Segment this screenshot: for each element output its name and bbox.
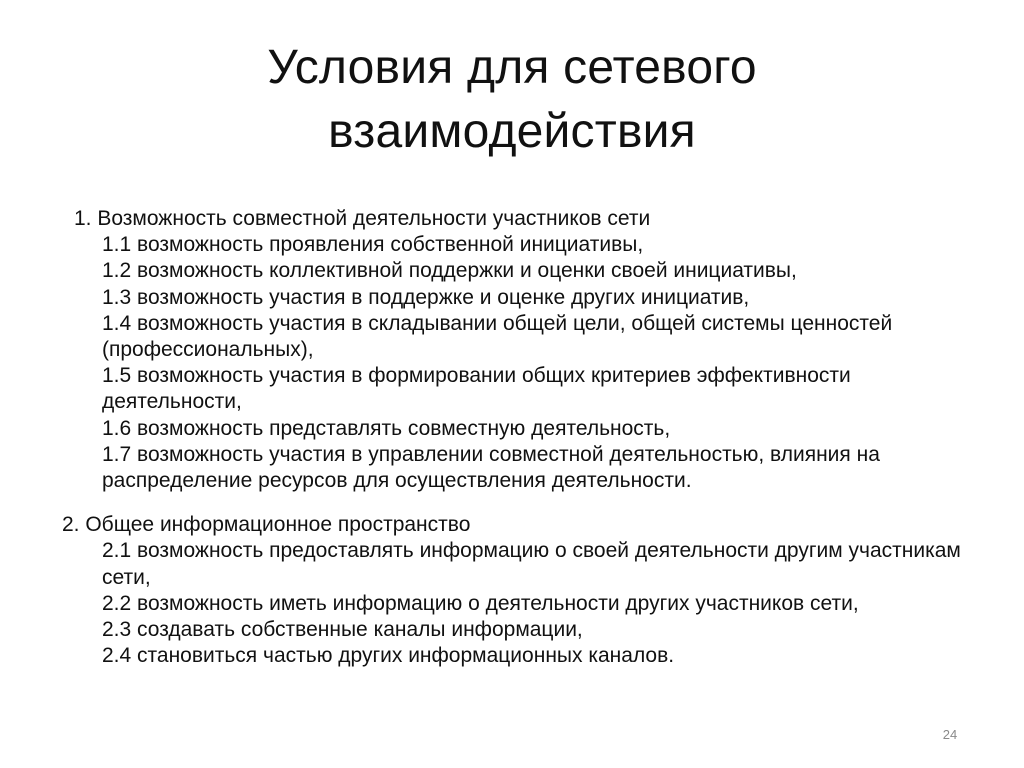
slide-title-line-2: взаимодействия <box>328 105 696 158</box>
list-item: 2.2 возможность иметь информацию о деятельности других участников сети, <box>102 591 859 615</box>
list-item: 1.2 возможность коллективной поддержки и оценки своей инициативы, <box>102 259 797 283</box>
list-item: 2.1 возможность предоставлять информацию о своей деятельности другим участникам сети, <box>102 539 961 589</box>
slide-title <box>150 36 874 164</box>
section-heading: 2. Общее информационное пространство <box>62 513 471 537</box>
list-item: 1.3 возможность участия в поддержке и оценке других инициатив, <box>102 285 750 309</box>
list-item: 1.4 возможность участия в складывании общей цели, общей системы ценностей (профессиональных), <box>102 311 893 362</box>
list-item: 2.4 становиться частью других информационных каналов. <box>102 644 675 668</box>
section-joint-activity <box>62 206 962 494</box>
section-heading: 1. Возможность совместной деятельности участников сети <box>74 207 651 230</box>
slide-content <box>62 206 962 669</box>
page-number: 24 <box>942 727 958 742</box>
list-item: 1.1 возможность проявления собственной инициативы, <box>102 233 644 257</box>
section-information-space <box>62 512 962 669</box>
list-item: 1.7 возможность участия в управлении совместной деятельностью, влияния на распределение ресурсов для осуществления деятельности. <box>102 442 880 493</box>
list-item: 2.3 создавать собственные каналы информации, <box>102 618 583 642</box>
slide-title-line-1: Условия для сетевого <box>267 41 757 94</box>
section-item-list <box>62 538 962 669</box>
list-item: 1.5 возможность участия в формировании общих критериев эффективности деятельности, <box>102 364 851 414</box>
section-item-list <box>62 232 962 494</box>
list-item: 1.6 возможность представлять совместную деятельность, <box>102 416 671 440</box>
